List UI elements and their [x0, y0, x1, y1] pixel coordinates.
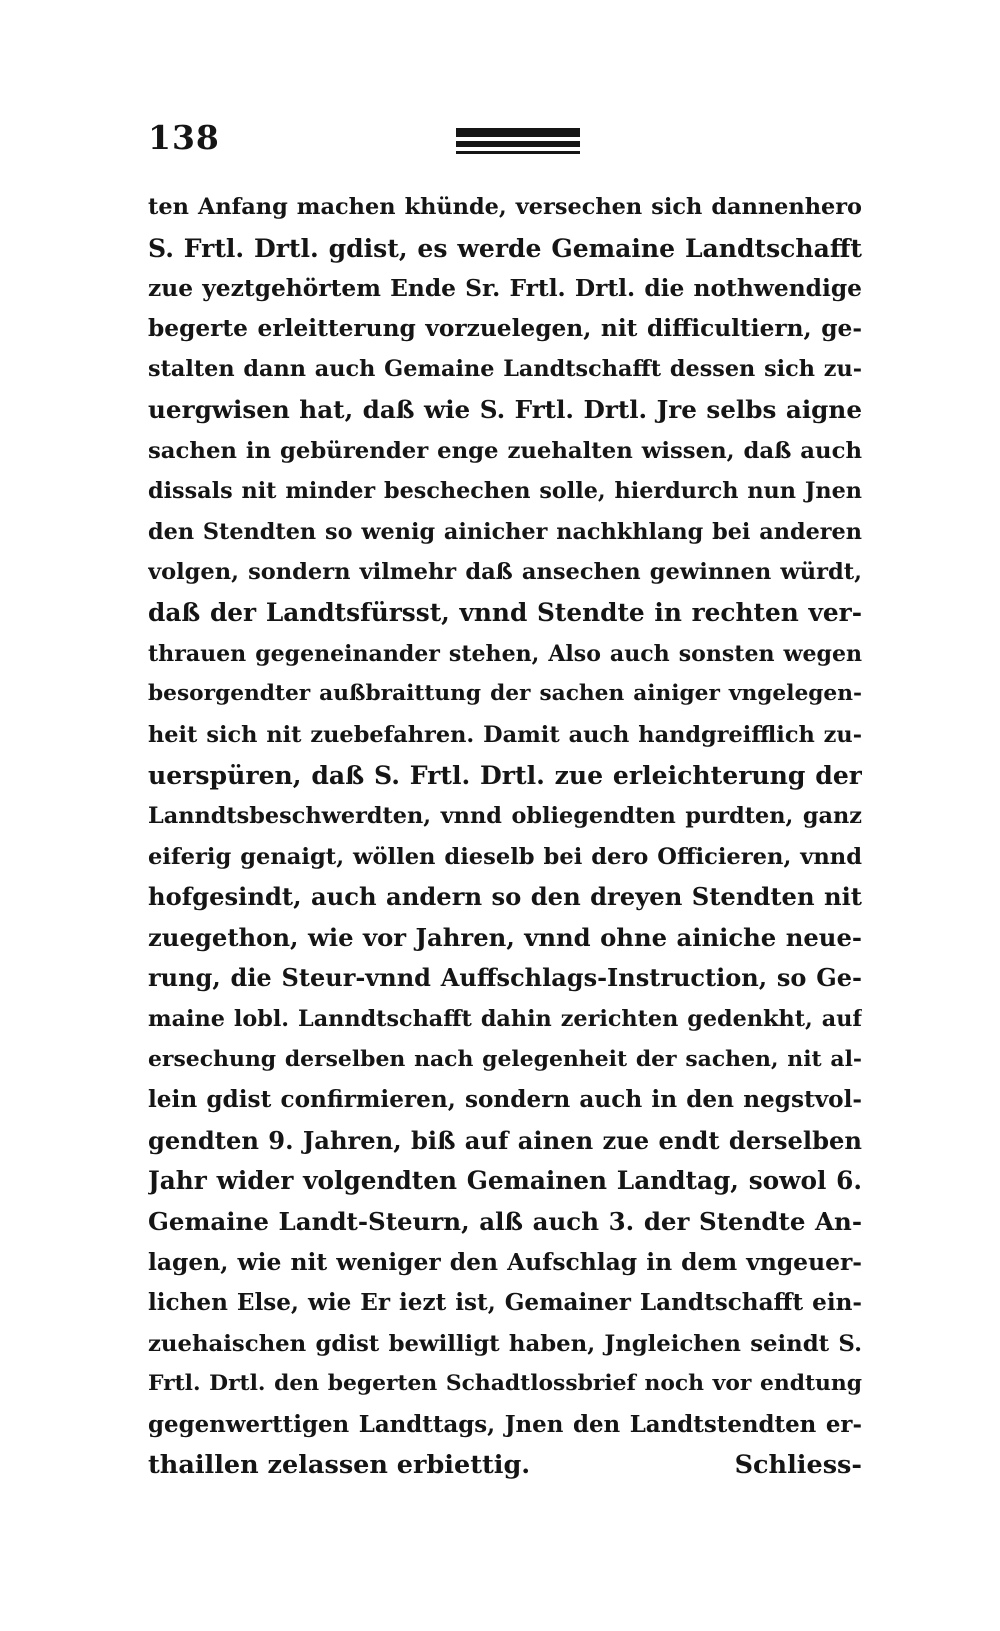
text-line: zuehaischen gdist bewilligt haben, Jngleichen seindt S. [148, 1330, 862, 1357]
text-line: den Stendten so wenig ainicher nachkhlang bei anderen [148, 518, 862, 545]
text-line: sachen in gebürender enge zuehalten wissen, daß auch [148, 437, 862, 464]
text-line: Jahr wider volgendten Gemainen Landtag, sowol 6. [148, 1166, 862, 1196]
text-line: lichen Else, wie Er iezt ist, Gemainer Landtschafft ein- [148, 1289, 862, 1317]
text-line: uerspüren, daß S. Frtl. Drtl. zue erleichterung der [148, 760, 862, 791]
text-line: hofgesindt, auch andern so den dreyen Stendten nit [148, 882, 862, 912]
text-line: begerte erleitterung vorzuelegen, nit difficultiern, ge- [148, 314, 862, 342]
text-line: Gemaine Landt-Steurn, alß auch 3. der Stendte An- [148, 1206, 862, 1236]
text-line: S. Frtl. Drtl. gdist, es werde Gemaine Landtschafft [148, 232, 862, 263]
text-line: rung, die Steur-vnnd Auffschlags-Instruction, so Ge- [148, 963, 862, 993]
header-rule-bar [456, 128, 580, 137]
text-line-last [148, 1445, 862, 1486]
text-line: volgen, sondern vilmehr daß ansechen gewinnen würdt, [148, 559, 862, 586]
body-text [148, 187, 862, 1486]
text-line: Frtl. Drtl. den begerten Schadtlossbrief noch vor endtung [148, 1371, 862, 1397]
text-line: ersechung derselben nach gelegenheit der sachen, nit al- [148, 1046, 862, 1073]
text-line: ten Anfang machen khünde, versechen sich dannenhero [148, 194, 862, 220]
text-line: lagen, wie nit weniger den Aufschlag in dem vngeuer- [148, 1248, 862, 1277]
text-line: lein gdist confirmieren, sondern auch in den negstvol- [148, 1086, 862, 1114]
text-line: zuegethon, wie vor Jahren, vnnd ohne ainiche neue- [148, 922, 862, 952]
text-line: gegenwerttigen Landttags, Jnen den Landtstendten er- [148, 1410, 862, 1438]
text-line: maine lobl. Lanndtschafft dahin zerichten gedenkht, auf [148, 1005, 862, 1032]
text-line: Lanndtsbeschwerdten, vnnd obliegendten purdten, ganz [148, 802, 862, 829]
last-line-text: thaillen zelassen erbiettig. [148, 1450, 531, 1481]
text-line: dissals nit minder beschechen solle, hierdurch nun Jnen [148, 478, 862, 505]
header-rule-bar [456, 141, 580, 147]
text-line: uergwisen hat, daß wie S. Frtl. Drtl. Jre selbs aigne [148, 394, 862, 424]
text-line: eiferig genaigt, wöllen dieselb bei dero Officieren, vnnd [148, 843, 862, 870]
text-line: besorgendter außbraittung der sachen ainiger vngelegen- [148, 681, 862, 707]
page-number: 138 [148, 118, 220, 157]
text-line: gendten 9. Jahren, biß auf ainen zue endt derselben [148, 1125, 862, 1155]
header-rule [456, 128, 580, 160]
text-line: thrauen gegeneinander stehen, Also auch sonsten wegen [148, 640, 862, 667]
text-line: daß der Landtsfürsst, vnnd Stendte in rechten ver- [148, 597, 862, 627]
text-line: heit sich nit zuebefahren. Damit auch handgreifflich zu- [148, 721, 862, 748]
catchword: Schliess- [734, 1450, 862, 1481]
header-rule-bar [456, 151, 580, 154]
text-line: zue yeztgehörtem Ende Sr. Frtl. Drtl. die nothwendige [148, 274, 862, 303]
text-line: stalten dann auch Gemaine Landtschafft dessen sich zu- [148, 356, 862, 383]
